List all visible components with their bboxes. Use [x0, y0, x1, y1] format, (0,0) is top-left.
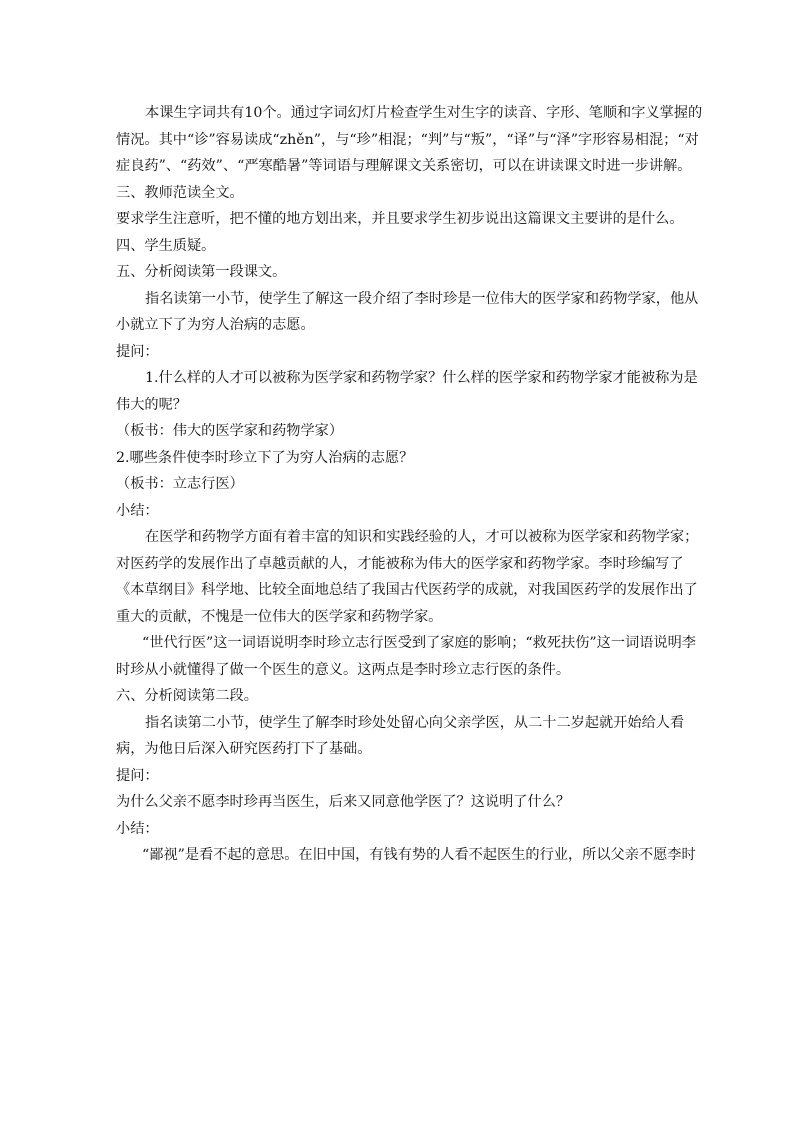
paragraph-section2-reading: 指名读第二小节，使学生了解李时珍处处留心向父亲学医，从二十二岁起就开始给人看病，为他日后深入研究医药打下了基础。: [116, 714, 685, 757]
section-heading-6: 六、分析阅读第二段。: [116, 688, 258, 704]
document-body: [116, 100, 706, 869]
paragraph-listening: 要求学生注意听，把不懂的地方划出来，并且要求学生初步说出这篇课文主要讲的是什么。: [116, 211, 684, 227]
summary-label-2: 小结：: [116, 820, 159, 837]
summary-label-1: 小结：: [116, 502, 159, 519]
paragraph-vocabulary: 本课生字词共有10个。通过字词幻灯片检查学生对生字的读音、字形、笔顺和字义掌握的情况。其中“诊”容易读成“zhěn”，与“珍”相混；“判”与“叛”，“译”与“泽”字形容易相混；“对症良药”、“药效”、“严寒酷暑”等词语与理解课文关系密切，可以在讲读课文时进一步讲解。: [116, 105, 703, 174]
section-heading-5: 五、分析阅读第一段课文。: [116, 264, 287, 280]
section-heading-3: 三、教师范读全文。: [116, 184, 244, 201]
summary-paragraph-3: “鄙视”是看不起的意思。在旧中国，有钱有势的人看不起医生的行业，所以父亲不愿李时: [142, 847, 696, 863]
board-note-2: （板书：立志行医）: [116, 476, 244, 492]
summary-paragraph-1: 在医学和药物学方面有着丰富的知识和实践经验的人，才可以被称为医学家和药物学家；对医药学的发展作出了卓越贡献的人，才能被称为伟大的医学家和药物学家。李时珍编写了《本草纲目》科学地、比较全面地总结了我国古代医药学的成就，对我国医药学的发展作出了重大的贡献，不愧是一位伟大的医学家和药物学家。: [116, 529, 699, 625]
question-label-2: 提问：: [116, 767, 159, 784]
question-3: 为什么父亲不愿李时珍再当医生，后来又同意他学医了？这说明了什么？: [116, 794, 571, 810]
summary-paragraph-2: “世代行医”这一词语说明李时珍立志行医受到了家庭的影响；“救死扶伤”这一词语说明李时珍从小就懂得了做一个医生的意义。这两点是李时珍立志行医的条件。: [116, 635, 696, 678]
question-label-1: 提问：: [116, 343, 159, 360]
board-note-1: （板书：伟大的医学家和药物学家）: [116, 423, 344, 439]
question-2: 2.哪些条件使李时珍立下了为穷人治病的志愿？: [116, 449, 414, 466]
paragraph-section1-reading: 指名读第一小节，使学生了解这一段介绍了李时珍是一位伟大的医学家和药物学家，他从小就立下了为穷人治病的志愿。: [116, 290, 699, 333]
section-heading-4: 四、学生质疑。: [116, 237, 216, 254]
question-1: 1.什么样的人才可以被称为医学家和药物学家？什么样的医学家和药物学家才能被称为是伟大的呢？: [116, 370, 698, 413]
